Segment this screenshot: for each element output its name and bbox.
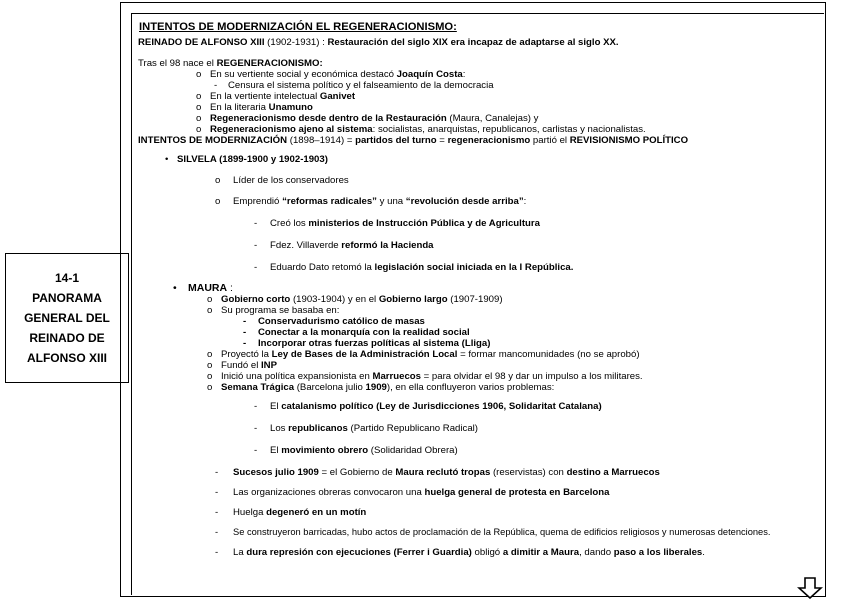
dash-bullet: -: [254, 240, 258, 251]
huelga-line: - Las organizaciones obreras convocaron una huelga general de protesta en Barcelona: [215, 487, 610, 498]
intentos-line: INTENTOS DE MODERNIZACIÓN (1898–1914) = partidos del turno = regeneracionismo partió el REVISIONISMO POLÍTICO: [138, 135, 689, 146]
dash-bullet: -: [215, 527, 219, 537]
inicio-line: o Inició una política expansionista en Marruecos = para olvidar el 98 y dar un impulso a los militares.: [207, 371, 643, 382]
circle-bullet: o: [196, 69, 202, 80]
reinado-line: REINADO DE ALFONSO XIII (1902-1931) : Restauración del siglo XIX era incapaz de adaptarse al siglo XX.: [138, 37, 619, 48]
incorporar-line: - Incorporar otras fuerzas políticas al sistema (Lliga): [243, 338, 491, 349]
circle-bullet: o: [196, 124, 202, 135]
down-arrow-icon[interactable]: [797, 577, 823, 599]
unamuno-line: o En la literaria Unamuno: [196, 102, 313, 113]
section-label: 14-1 PANORAMA GENERAL DEL REINADO DE ALFONSO XIII: [24, 271, 110, 365]
circle-bullet: o: [196, 91, 202, 102]
programa-line: o Su programa se basaba en:: [207, 305, 340, 316]
dash-bullet: -: [254, 423, 258, 434]
dash-bullet: -: [215, 507, 219, 518]
villaverde-line: - Fdez. Villaverde reformó la Hacienda: [254, 240, 434, 251]
dash-bullet: -: [215, 487, 219, 498]
tras-line: Tras el 98 nace el REGENERACIONISMO:: [138, 58, 323, 69]
costa-line: o En su vertiente social y económica destacó Joaquín Costa:: [196, 69, 466, 80]
circle-bullet: o: [207, 371, 213, 382]
barricadas-line: - Se construyeron barricadas, hubo actos de proclamación de la República, quema de edificios religiosos y numerosas detenciones.: [215, 527, 771, 537]
dash-bullet: -: [254, 445, 258, 456]
dash-bullet: -: [254, 262, 258, 273]
repub-line: - Los republicanos (Partido Republicano Radical): [254, 423, 478, 434]
circle-bullet: o: [196, 102, 202, 113]
censura-line: - Censura el sistema político y el falseamiento de la democracia: [214, 80, 494, 91]
circle-bullet: o: [207, 382, 213, 393]
gobierno-line: o Gobierno corto (1903-1904) y en el Gobierno largo (1907-1909): [207, 294, 503, 305]
creo-line: - Creó los ministerios de Instrucción Pública y de Agricultura: [254, 218, 540, 229]
conectar-line: - Conectar a la monarquía con la realidad social: [243, 327, 470, 338]
section-label-box: [5, 253, 129, 383]
dot-bullet: •: [173, 282, 177, 294]
dentro-line: o Regeneracionismo desde dentro de la Restauración (Maura, Canalejas) y: [196, 113, 539, 124]
dot-bullet: •: [165, 154, 169, 165]
conserv-line: - Conservadurismo católico de masas: [243, 316, 425, 327]
ajeno-line: o Regeneracionismo ajeno al sistema: socialistas, anarquistas, republicanos, carlistas y nacionalistas.: [196, 124, 646, 135]
sucesos-line: - Sucesos julio 1909 = el Gobierno de Maura reclutó tropas (reservistas) con destino a Marruecos: [215, 467, 660, 478]
circle-bullet: o: [207, 294, 213, 305]
doc-title: INTENTOS DE MODERNIZACIÓN EL REGENERACIONISMO:: [139, 21, 457, 33]
silvela-line: • SILVELA (1899-1900 y 1902-1903): [165, 154, 328, 165]
ganivet-line: o En la vertiente intelectual Ganivet: [196, 91, 356, 102]
motin-line: - Huelga degeneró en un motín: [215, 507, 367, 518]
obrero-line: - El movimiento obrero (Solidaridad Obrera): [254, 445, 458, 456]
dash-bullet: -: [215, 467, 219, 478]
fundo-line: o Fundó el INP: [207, 360, 278, 371]
dash-bullet: -: [254, 218, 258, 229]
dash-bullet: -: [243, 338, 247, 349]
dash-bullet: -: [215, 547, 219, 558]
dato-line: - Eduardo Dato retomó la legislación social iniciada en la I República.: [254, 262, 574, 273]
dash-bullet: -: [243, 327, 247, 338]
document-body: [135, 15, 825, 558]
dash-bullet: -: [254, 401, 258, 412]
proyecto-line: o Proyectó la Ley de Bases de la Administración Local = formar mancomunidades (no se aprobó): [207, 349, 640, 360]
circle-bullet: o: [207, 349, 213, 360]
semana-line: o Semana Trágica (Barcelona julio 1909), en ella confluyeron varios problemas:: [207, 382, 555, 393]
lider-line: o Líder de los conservadores: [215, 175, 349, 186]
dash-bullet: -: [214, 80, 218, 91]
represion-line: - La dura represión con ejecuciones (Ferrer i Guardia) obligó a dimitir a Maura, dando paso a los liberales.: [215, 547, 705, 558]
catal-line: - El catalanismo político (Ley de Jurisdicciones 1906, Solidaritat Catalana): [254, 401, 602, 412]
circle-bullet: o: [196, 113, 202, 124]
circle-bullet: o: [215, 175, 221, 186]
emprendio-line: o Emprendió “reformas radicales” y una “revolución desde arriba”:: [215, 196, 527, 207]
dash-bullet: -: [243, 316, 247, 327]
circle-bullet: o: [215, 196, 221, 207]
circle-bullet: o: [207, 360, 213, 371]
maura-line: • MAURA :: [173, 282, 233, 294]
circle-bullet: o: [207, 305, 213, 316]
